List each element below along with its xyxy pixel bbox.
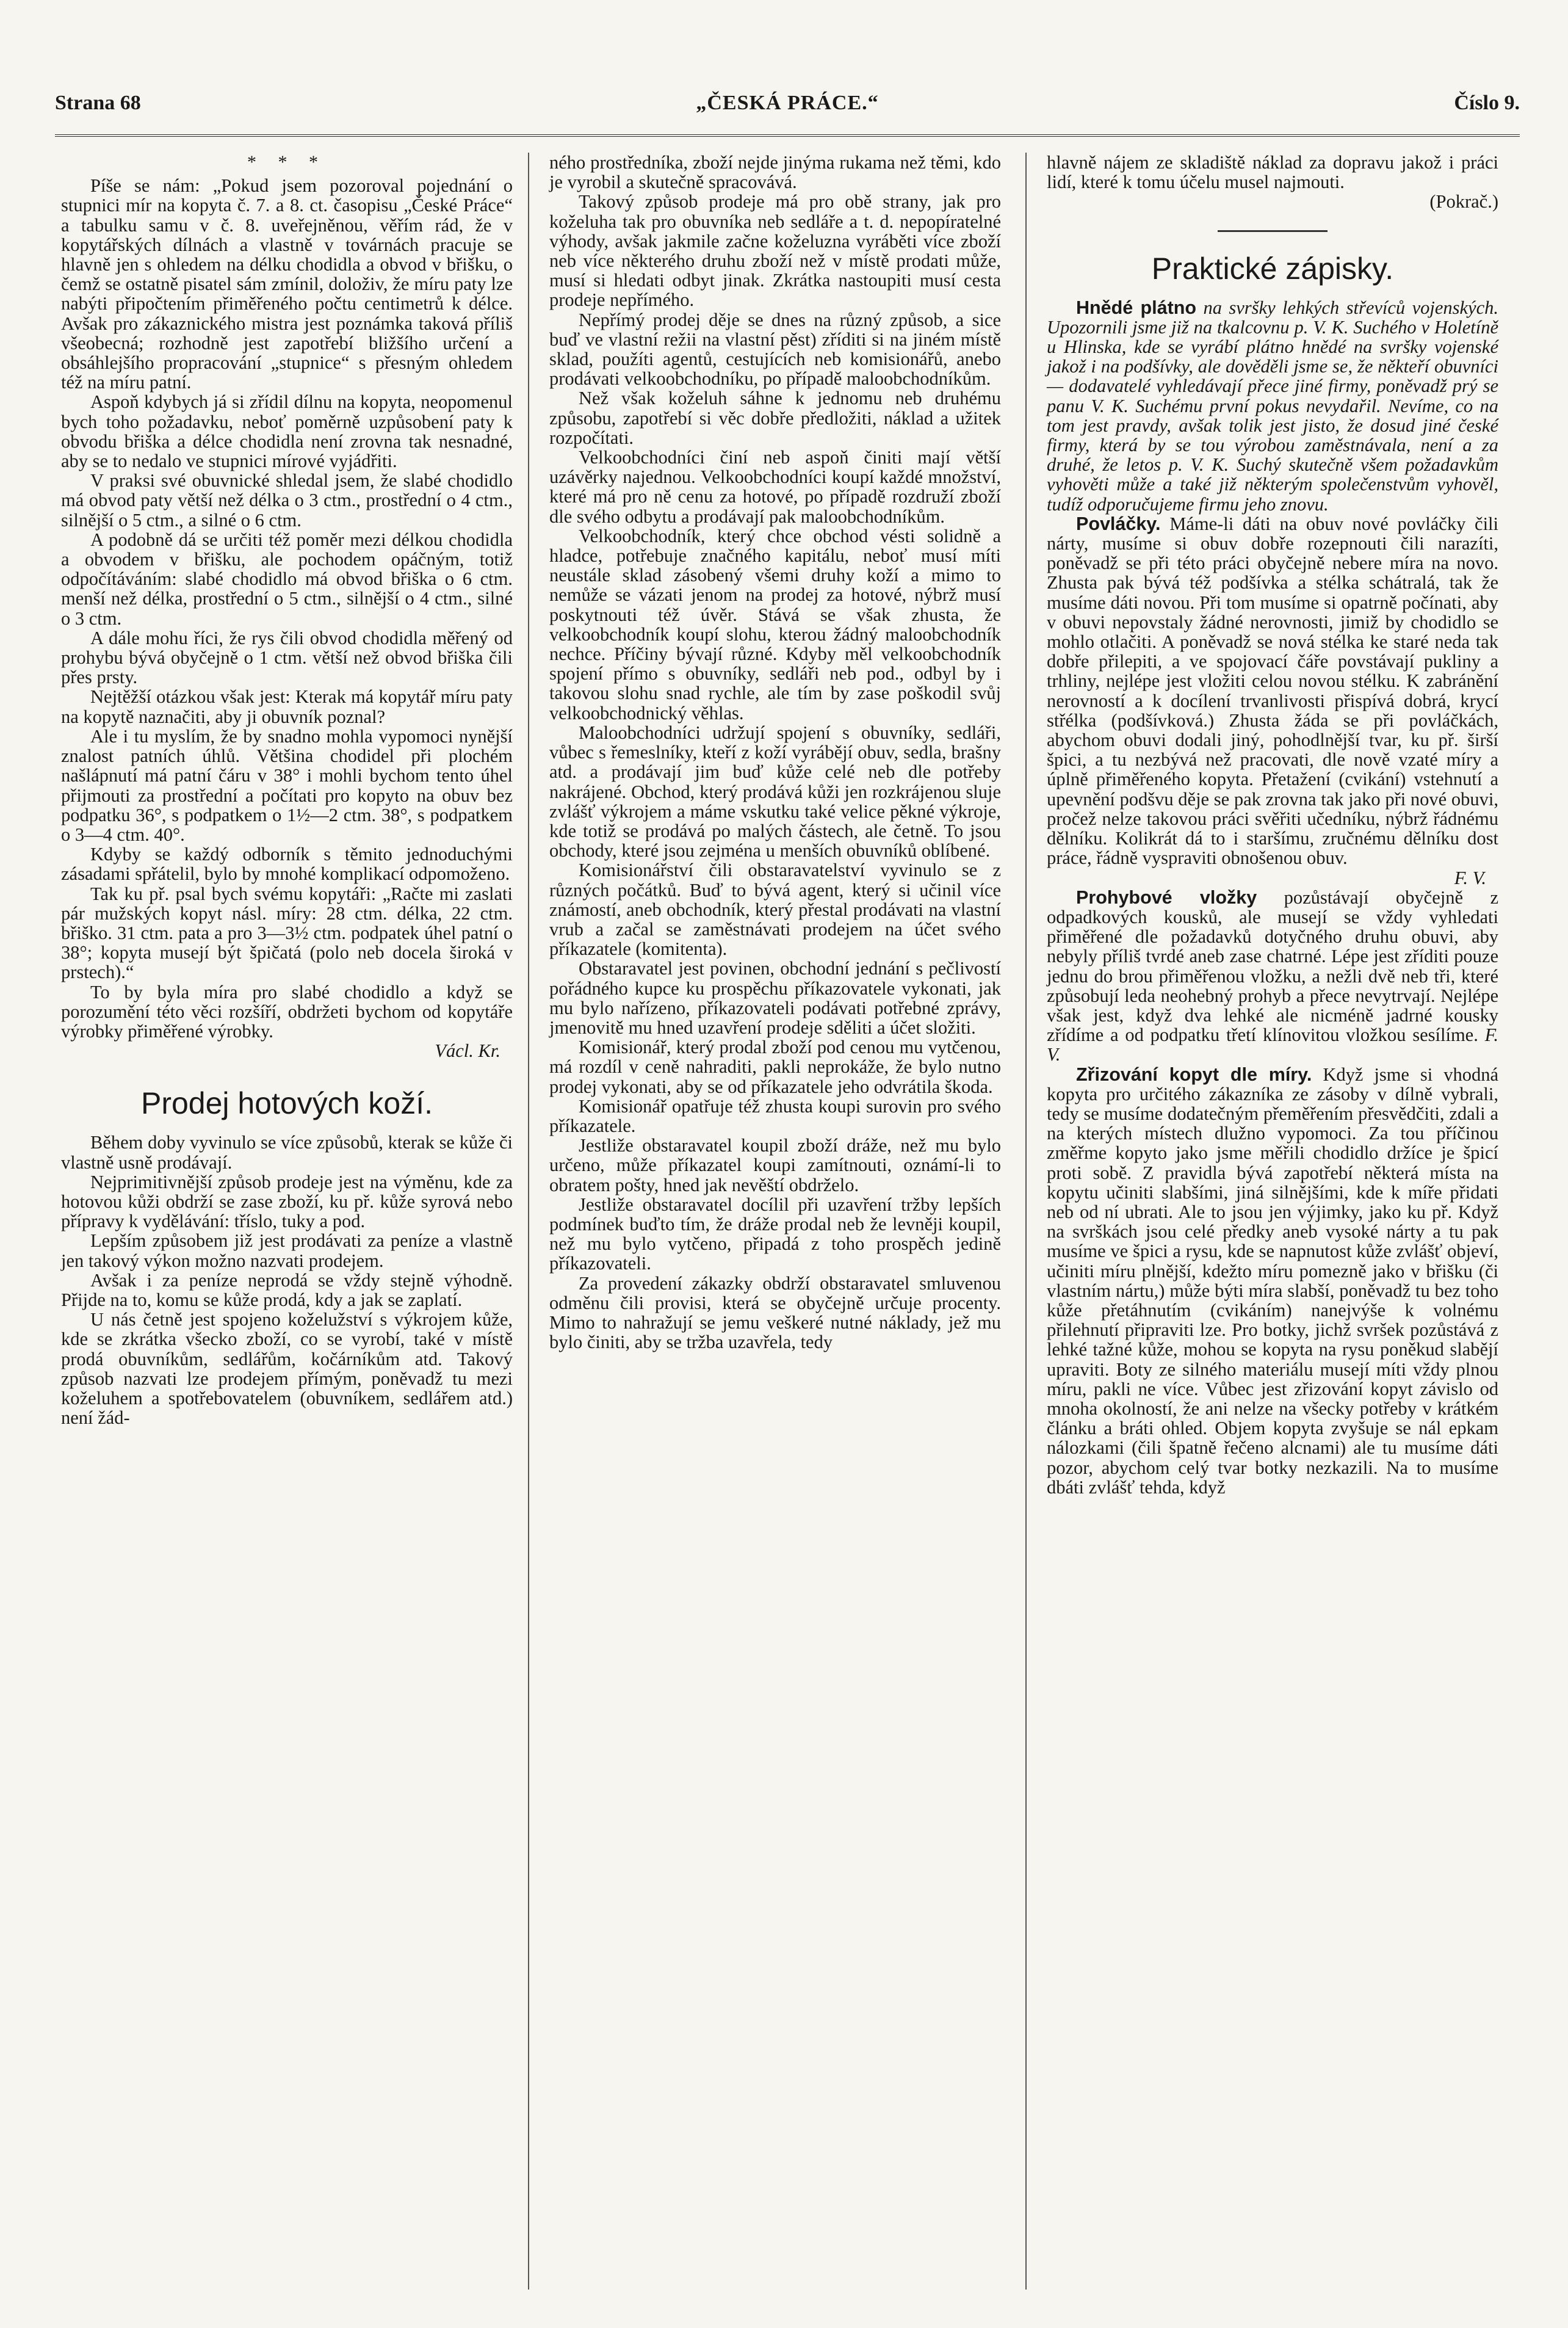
paragraph: Takový způsob prodeje má pro obě strany, jak pro koželuha tak pro obuvníka neb sedláře a t. d. nepopíratelné výhody, avšak jakmile začne koželuzna vyráběti více zboží neb více některého druhu zboží než v místě prodati může, musí si hledati odbyt jinak. Zkrátka nastoupiti musí cesta prodeje nepřímého.: [549, 191, 1001, 311]
paragraph: ného prostředníka, zboží nejde jinýma rukama než těmi, kdo je vyrobil a skutečně spracovává.: [549, 152, 1001, 193]
subheading: Prohybové vložky: [1076, 887, 1257, 908]
paragraph: Obstaravatel jest povinen, obchodní jednání s pečlivostí pořádného kupce ku prospěchu příkazovatele vykonati, jak mu bylo nařízeno, příkazovateli podávati potřebné zprávy, jmenovitě mu hned uzavření prodeje sděliti a účet složiti.: [549, 958, 1001, 1038]
issue-number: Číslo 9.: [1454, 92, 1520, 114]
paragraph-text: Máme-li dáti na obuv nové povláčky čili nárty, musíme si obuv dobře rozepnouti čili narazíti, poněvadž se při této práci obyčejně nebere míra na novo. Zhusta pak bývá též podšívka a stélka schátralá, tak že musíme dáti novou. Při tom musíme si opatrně počínati, aby v obuvi nepovstaly žádné nerovnosti, jimiž by chodidlo se mohlo otlačiti. A poněvadž se nová stélka ke staré neda tak dobře přilepiti, a ve spojovací čáře povstávají pukliny a trhliny, nejlépe jest vložiti celou novou stélku. K zabránění nerovností a k docílení trvanlivosti přispívá dobrá, krycí střélka (podšívková.) Zhusta žáda se při povláčkách, abychom obuvi dodali jiný, pohodlnější tvar, ku př. širší špici, a tu nezbývá než pracovati, dle nově vzaté míry a úplně přiměřeného kopyta. Přetažení (cvikání) vstehnutí a upevnění podšvu děje se pak zrovna tak jako při nové obuvi, pročež nelze takovou práci svěřiti učedníku, nýbrž řádnému dělníku. Kolikrát dá to i staršímu, zručnému dělníku dost práce, řádně vyspraviti obnošenou obuv.: [1047, 513, 1498, 869]
author-signature: F. V.: [1047, 1024, 1498, 1065]
paragraph: Během doby vyvinulo se více způsobů, kterak se kůže či vlastně usně prodávají.: [61, 1132, 513, 1173]
column-2: [549, 153, 1001, 1352]
section-title: Praktické zápisky.: [1151, 251, 1394, 286]
paragraph: Kdyby se každý odborník s těmito jednoduchými zásadami spřátelil, bylo by mnohé komplikací odpomoženo.: [61, 844, 513, 885]
paragraph: Nejtěžší otázkou však jest: Kterak má kopytář míru paty na kopytě naznačiti, aby ji obuvník poznal?: [61, 686, 513, 727]
paragraph: Píše se nám: „Pokud jsem pozoroval pojednání o stupnici mír na kopyta č. 7. a 8. ct. časopisu „České Práce“ a tabulku samu v č. 8. uveřejněnou, věřím rád, že v kopytářských dílnách a vlastně v továrnách pracuje se hlavně jen s ohledem na délku chodidla a obvod v břišku, o čemž se ostatně pisatel sám zmínil, doloživ, že míru paty lze nabýti připočtením přiměřeného počtu centimetrů k délce. Avšak pro zákaznického mistra jest poznámka taková příliš všeobecná; rozhodně jest zapotřebí bližšího určení a obsáhlejšího propracování „stupnice“ s přesným ohledem též na míru patní.: [61, 175, 513, 393]
column-1: [61, 153, 513, 1427]
paragraph: Tak ku př. psal bych svému kopytáři: „Račte mi zaslati pár mužských kopyt násl. míry: 28 ctm. délka, 22 ctm. břiško. 31 ctm. pata a pro 3—3½ ctm. podpatek úhel patní o 38°; kopyta musejí být špičatá (polo neb docela široká v prstech).“: [61, 883, 513, 983]
paragraph-text: Když jsme si vhodná kopyta pro určitého zákazníka ze zásoby v dílně vybrali, tedy se musíme dodatečným přeměřením přesvědčiti, zdali a na kterých místech dlužno vypomoci. Za tou příčinou změřme kopyto jako jsme měřili chodidlo držíce je špicí proti sobě. Z pravidla bývá zapotřebí některá místa na kopytu učiniti slabšími, jiná silnějšími, kde k míře přidati neb od ní ubrati. Ale to jsou jen výjimky, jako ku př. Když na svrškách jsou celé předky aneb vysoké nárty a tu pak musíme ve špici a rysu, kde se napnutost kůže zvlášť objeví, učiniti míru plnější, kdežto míru pomezně jako v břišku (či vlastním nártu,) může býti míra slabší, poněvadž tu bez toho kůže přetáhnutím (cvikáním) nanejvýše k volnému přilehnutí připraviti lze. Pro botky, jichž svršek pozůstává z lehké tažné kůže, mohou se kopyta na rysu poněkud slabějí upraviti. Boty ze silného materiálu musejí míti vždy plnou míru, pakli ne více. Vůbec jest zřizování kopyt závislo od mnoha okolností, že ani nelze na všecky potřeby v krátkém článku a bráti ohled. Objem kopyta zvyšuje se nál epkam nálozkami (čili špatně řečeno alcnami) ale tu musíme dáti pozor, abychom celý tvar botky nezkazili. Na to musíme dbáti zvlášť tehda, když: [1047, 1064, 1498, 1498]
paragraph: Lepším způsobem již jest prodávati za peníze a vlastně jen takový výkon možno nazvati prodejem.: [61, 1230, 513, 1271]
paragraph: A podobně dá se určiti též poměr mezi délkou chodidla a obvodem v břišku, ale pochodem opáčným, totiž odpočítáváním: slabé chodidlo má obvod břiška o 6 ctm. menší než délka, prostřední o 5 ctm., silnější o 4 ctm., silné o 3 ctm.: [61, 529, 513, 629]
paragraph: Aspoň kdybych já si zřídil dílnu na kopyta, neopomenul bych toho požadavku, neboť poměrně uzpůsobení paty k obvodu břiška a délce chodidla není zrovna tak nesnadné, aby se to nedalo ve stupnici mírové vyjádřiti.: [61, 391, 513, 472]
paragraph: Maloobchodníci udržují spojení s obuvníky, sedláři, vůbec s řemeslníky, kteří z koží vyrábějí obuv, sedla, brašny atd. a prodávají jim buď kůže celé neb dle potřeby nakrájené. Obchod, který prodává kůži jen rozkrájenou sluje zvlášť výkrojem a máme vskutku také velice pěkné výkroje, kde totiž se prodává po malých částech, ale četně. To jsou obchody, které jsou zejména u menších obuvníků oblíbené.: [549, 722, 1001, 861]
paragraph: U nás četně jest spojeno koželužství s výkrojem kůže, kde se zkrátka všecko zboží, co se vyrobí, také v místě prodá obuvníkům, sedlářům, kočárníkům atd. Takový způsob nazvati lze prodejem přímým, poněvadž tu mezi koželuhem a spotřebovatelem (obuvníkem, sedlářem atd.) není žád-: [61, 1309, 513, 1429]
column-divider-1: [528, 153, 529, 2290]
paragraph: V praksi své obuvnické shledal jsem, že slabé chodidlo má obvod paty větší než délka o 3 ctm., prostřední o 4 ctm., silnější o 5 ctm., a silné o 6 ctm.: [61, 470, 513, 531]
paragraph: Komisionář, který prodal zboží pod cenou mu vytčenou, má rozdíl v ceně nahraditi, pakli neprokáže, že bylo nutno prodej vykonati, aby se od příkazatele jeho odvrátila škoda.: [549, 1037, 1001, 1097]
paragraph: Než však koželuh sáhne k jednomu neb druhému způsobu, zapotřebí si věc dobře předložiti, náklad a užitek rozpočítati.: [549, 388, 1001, 448]
paragraph: Avšak i za peníze neprodá se vždy stejně výhodně. Přijde na to, komu se kůže prodá, kdy a jak se zaplatí.: [61, 1269, 513, 1310]
section-separator: * * *: [247, 152, 327, 172]
paragraph: hlavně nájem ze skladiště náklad za dopravu jakož i práci lidí, které k tomu účelu musel najmouti.: [1047, 152, 1498, 193]
paragraph: Za provedení zákazky obdrží obstaravatel smluvenou odměnu čili provisi, která se obyčejně určuje procenty. Mimo to nahražují se jemu veškeré nutné náklady, jež mu bylo činiti, aby se tržba uzavřela, tedy: [549, 1272, 1001, 1353]
continued-note: (Pokrač.): [1429, 191, 1498, 212]
paragraph: A dále mohu říci, že rys čili obvod chodidla měřený od prohybu bývá obyčejně o 1 ctm. větší než obvod břiška čili přes prsty.: [61, 627, 513, 688]
short-divider: [1218, 230, 1328, 232]
author-signature: F. V.: [1454, 867, 1486, 888]
paragraph: Ale i tu myslím, že by snadno mohla vypomoci nynější znalost patních úhlů. Většina chodidel při plochém našlápnutí má patní čáru v 38° i mohli bychom tento úhel přijmouti za prostřední a počítati pro kopyto na obuv bez podpatku 36°, s podpatkem o 1½—2 ctm. 38°, s podpatkem o 3—4 ctm. 40°.: [61, 725, 513, 845]
page-header: [55, 92, 1520, 140]
author-signature: Václ. Kr.: [435, 1040, 500, 1062]
paragraph: Komisionář opatřuje též zhusta koupi surovin pro svého příkazatele.: [549, 1095, 1001, 1136]
header-rule: [55, 134, 1520, 137]
paragraph: Velkoobchodník, který chce obchod vésti solidně a hladce, potřebuje značného kapitálu, neboť musí míti neustále sklad zásobený všemi druhy koží a mimo to nemůže se vázati jenom na prodej za hotové, nýbrž musí poskytnouti též úvěr. Stává se však zhusta, že velkoobchodník koupí slohu, kterou žádný maloobchodník nechce. Příčiny bývají různé. Kdyby měl velkoobchodník spojení přímo s obuvníky, sedláři neb pod., odbyl by i takovou slohu snad rychle, ale tím by zase poškodil svůj velkoobchodnický věhlas.: [549, 525, 1001, 723]
paragraph: To by byla míra pro slabé chodidlo a když se porozumění této věci rozšíří, obdržeti bychom od kopytáře výrobky přiměřené výrobky.: [61, 981, 513, 1042]
column-3: [1047, 153, 1498, 1497]
subheading: Povláčky.: [1076, 513, 1161, 534]
paragraph: Jestliže obstaravatel koupil zboží dráže, než mu bylo určeno, může příkazatel koupi zamítnouti, oznámí-li to obratem pošty, hned jak nevěští obdrželo.: [549, 1135, 1001, 1195]
subheading: Zřizování kopyt dle míry.: [1076, 1064, 1312, 1085]
paragraph: Nejprimitivnější způsob prodeje jest na výměnu, kde za hotovou kůži obdrží se zase zboží, ku př. kůže syrová nebo přípravy k vydělávání: tříslo, tuky a pod.: [61, 1171, 513, 1232]
paragraph: Nepřímý prodej děje se dnes na různý způsob, a sice buď ve vlastní režii na vlastní pěst) zříditi si na jiném místě sklad, použíti agentů, cestujících neb komisionářů, anebo prodávati velkoobchodníku, po případě maloobchodníkům.: [549, 309, 1001, 390]
column-divider-2: [1025, 153, 1027, 2290]
page-number: Strana 68: [55, 92, 141, 114]
paragraph: Komisionářství čili obstaravatelství vyvinulo se z různých počátků. Buď to bývá agent, který si učinil více známostí, aneb obchodník, který přestal prodávati na vlastní vrub a začal se zaměstnávati prodejem na účet svého příkazatele (komitenta).: [549, 860, 1001, 960]
subheading: Hnědé plátno: [1076, 297, 1196, 318]
paragraph-text: pozůstávají obyčejně z odpadkových kousků, ale musejí se vždy vyhledati přiměřené dle požadavků dotyčného druhu obuvi, aby nebyly příliš tvrdé aneb zase chatrné. Lépe jest zříditi pouze jednu do brou přiměřenou vložku, a nežli dvě neb tři, které způsobují leda neohebný prohyb a přece nevytrvají. Nejlépe však jest, když dva lehké ale nicméně jadrné kousky zřídíme a od podpatku třetí klínovitou vložkou sesílíme.: [1047, 887, 1498, 1046]
paragraph: Velkoobchodníci činí neb aspoň činiti mají větší uzávěrky najednou. Velkoobchodníci koupí každé množství, které má pro ně cenu za hotové, po případě rozdruží zboží dle svého odbytu a prodávají pak maloobchodníkům.: [549, 447, 1001, 527]
paragraph: Jestliže obstaravatel docílil při uzavření tržby lepších podmínek buďto tím, že dráže prodal neb že levněji koupil, než mu bylo vytčeno, připadá z toho prospěch jedině příkazovateli.: [549, 1194, 1001, 1274]
paragraph-text: na svršky lehkých střevíců vojenských. Upozornili jsme již na tkalcovnu p. V. K. Suchého v Holetíně u Hlinska, kde se vyrábí plátno hnědé na svršky vojenské jakož i na podšívky, ale dověděli jsme se, že někteří obuvníci — dodavatelé vyhledávají přece jiné firmy, poněvadž prý se panu V. K. Suchému první pokus nevydařil. Nevíme, co na tom jest pravdy, avšak tolik jest jisto, že dosud jiné české firmy, která by se tou výrobou zaměstnávala, není a za druhé, že letos p. V. K. Suchý skutečně všem požadavkům vyhověti může a také již některým společenstvům vyhověl, tudíž odporučujeme firmu jeho znovu.: [1047, 297, 1499, 515]
article-title: Prodej hotových koží.: [140, 1086, 433, 1121]
journal-title: „ČESKÁ PRÁCE.“: [696, 92, 879, 114]
